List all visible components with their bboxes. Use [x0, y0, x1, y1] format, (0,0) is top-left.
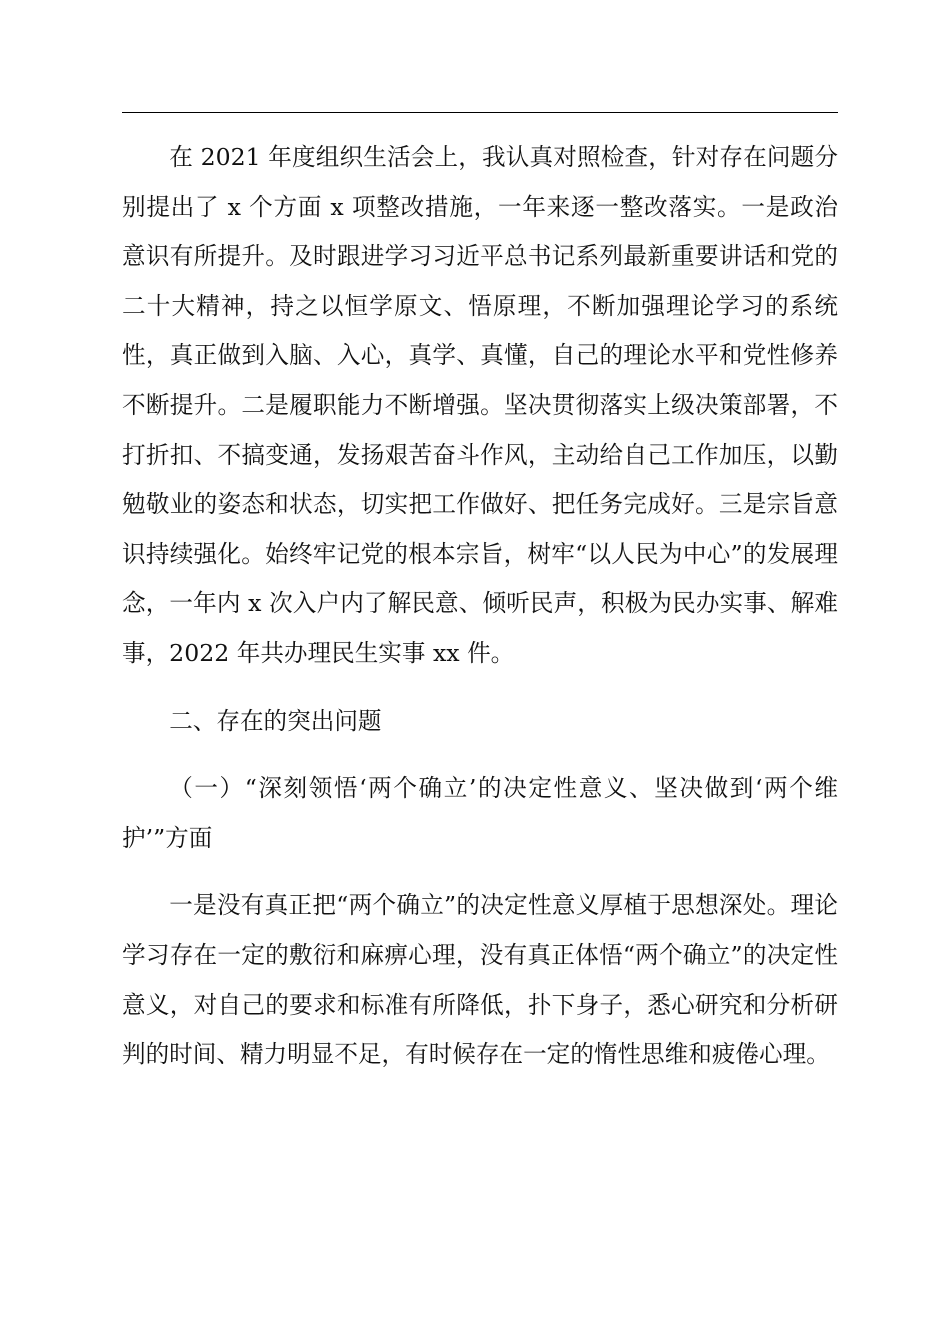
paragraph-rectification-summary: 在 2021 年度组织生活会上，我认真对照检查，针对存在问题分别提出了 x 个方面 x 项整改措施，一年来逐一整改落实。一是政治意识有所提升。及时跟进学习习近平总书记系列最新重要讲话和党的二十大精神，持之以恒学原文、悟原理，不断加强理论学习的系统性，真正做到入脑、入心，真学、真懂，自己的理论水平和党性修养不断提升。二是履职能力不断增强。坚决贯彻落实上级决策部署，不打折扣、不搞变通，发扬艰苦奋斗作风，主动给自己工作加压，以勤勉敬业的姿态和状态，切实把工作做好、把任务完成好。三是宗旨意识持续强化。始终牢记党的根本宗旨，树牢“以人民为中心”的发展理念，一年内 x 次入户内了解民意、倾听民声，积极为民办实事、解难事，2022 年共办理民生实事 xx 件。 [122, 143, 838, 667]
paragraph-problem-one: 一是没有真正把“两个确立”的决定性意义厚植于思想深处。理论学习存在一定的敷衍和麻痹心理，没有真正体悟“两个确立”的决定性意义，对自己的要求和标准有所降低，扑下身子，悉心研究和分析研判的时间、精力明显不足，有时候存在一定的惰性思维和疲倦心理。 [122, 891, 838, 1069]
section-heading-outstanding-problems: 二、存在的突出问题 [169, 706, 382, 735]
document-body [122, 133, 838, 1080]
header-rule [122, 112, 838, 113]
subsection-heading-two-establishments: （一）“深刻领悟‘两个确立’的决定性意义、坚决做到‘两个维护’”方面 [122, 774, 838, 852]
